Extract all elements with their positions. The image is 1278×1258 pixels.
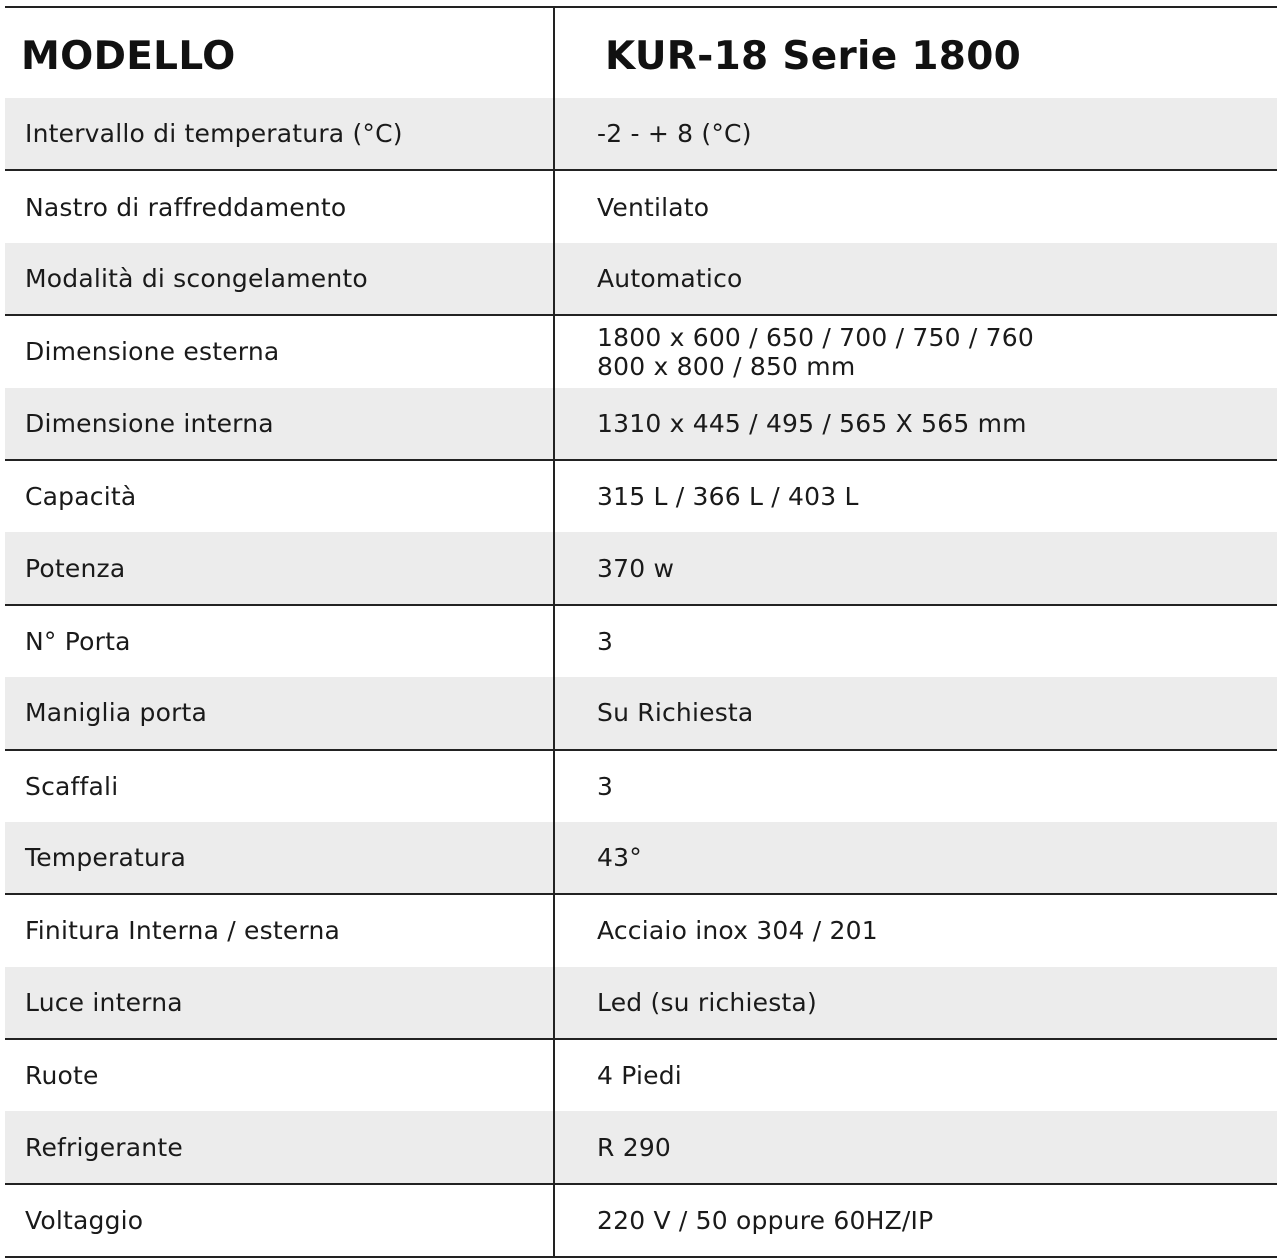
spec-value: 370 w: [555, 532, 1277, 603]
spec-label: Ruote: [5, 1040, 555, 1111]
table-row: [5, 98, 1277, 171]
table-row: [5, 388, 1277, 461]
table-row: [5, 967, 1277, 1040]
table-header-row: [5, 8, 1277, 98]
spec-value: 3: [597, 626, 614, 656]
table-row: [5, 1040, 1277, 1111]
table-row: [5, 606, 1277, 677]
spec-value-line-2: 800 x 800 / 850 mm: [597, 351, 856, 381]
spec-value: 4 Piedi: [597, 1061, 682, 1091]
spec-value: 1310 x 445 / 495 / 565 X 565 mm: [555, 388, 1277, 459]
spec-value: R 290: [555, 1111, 1277, 1182]
spec-value: Automatico: [555, 243, 1277, 314]
spec-label: Dimensione interna: [5, 388, 555, 459]
spec-value: Acciaio inox 304 / 201: [597, 916, 878, 946]
spec-label: Capacità: [5, 461, 555, 532]
spec-value: 3: [597, 771, 614, 801]
table-row: [5, 822, 1277, 895]
spec-label: Temperatura: [5, 822, 555, 893]
spec-value: -2 - + 8 (°C): [555, 98, 1277, 169]
table-row: [5, 1111, 1277, 1184]
table-row: [5, 677, 1277, 750]
spec-table: [5, 6, 1277, 1258]
header-label: MODELLO: [5, 8, 555, 98]
spec-value: 315 L / 366 L / 403 L: [597, 482, 859, 512]
spec-label: Finitura Interna / esterna: [5, 895, 555, 966]
spec-label: Refrigerante: [5, 1111, 555, 1182]
spec-label: Voltaggio: [5, 1185, 555, 1256]
table-row: [5, 316, 1277, 387]
spec-value: 43°: [555, 822, 1277, 893]
table-row: [5, 243, 1277, 316]
spec-value: Su Richiesta: [555, 677, 1277, 748]
spec-label: N° Porta: [5, 606, 555, 677]
table-row: [5, 171, 1277, 242]
spec-value: Led (su richiesta): [555, 967, 1277, 1038]
spec-value: Ventilato: [597, 192, 710, 222]
spec-label: Modalità di scongelamento: [5, 243, 555, 314]
multi-line-value: [597, 323, 1034, 381]
spec-label: Dimensione esterna: [5, 316, 555, 387]
table-row: [5, 532, 1277, 605]
spec-label: Luce interna: [5, 967, 555, 1038]
table-row: [5, 751, 1277, 822]
table-row: [5, 895, 1277, 966]
spec-value: 220 V / 50 oppure 60HZ/IP: [597, 1206, 934, 1236]
spec-label: Maniglia porta: [5, 677, 555, 748]
table-row: [5, 461, 1277, 532]
table-row: [5, 1185, 1277, 1258]
spec-label: Nastro di raffreddamento: [5, 171, 555, 242]
spec-value-multiline: [555, 316, 1277, 387]
spec-value-line-1: 1800 x 600 / 650 / 700 / 750 / 760: [597, 322, 1034, 352]
spec-label: Potenza: [5, 532, 555, 603]
model-name: KUR-18 Serie 1800: [605, 33, 1022, 79]
spec-label: Intervallo di temperatura (°C): [5, 98, 555, 169]
spec-label: Scaffali: [5, 751, 555, 822]
